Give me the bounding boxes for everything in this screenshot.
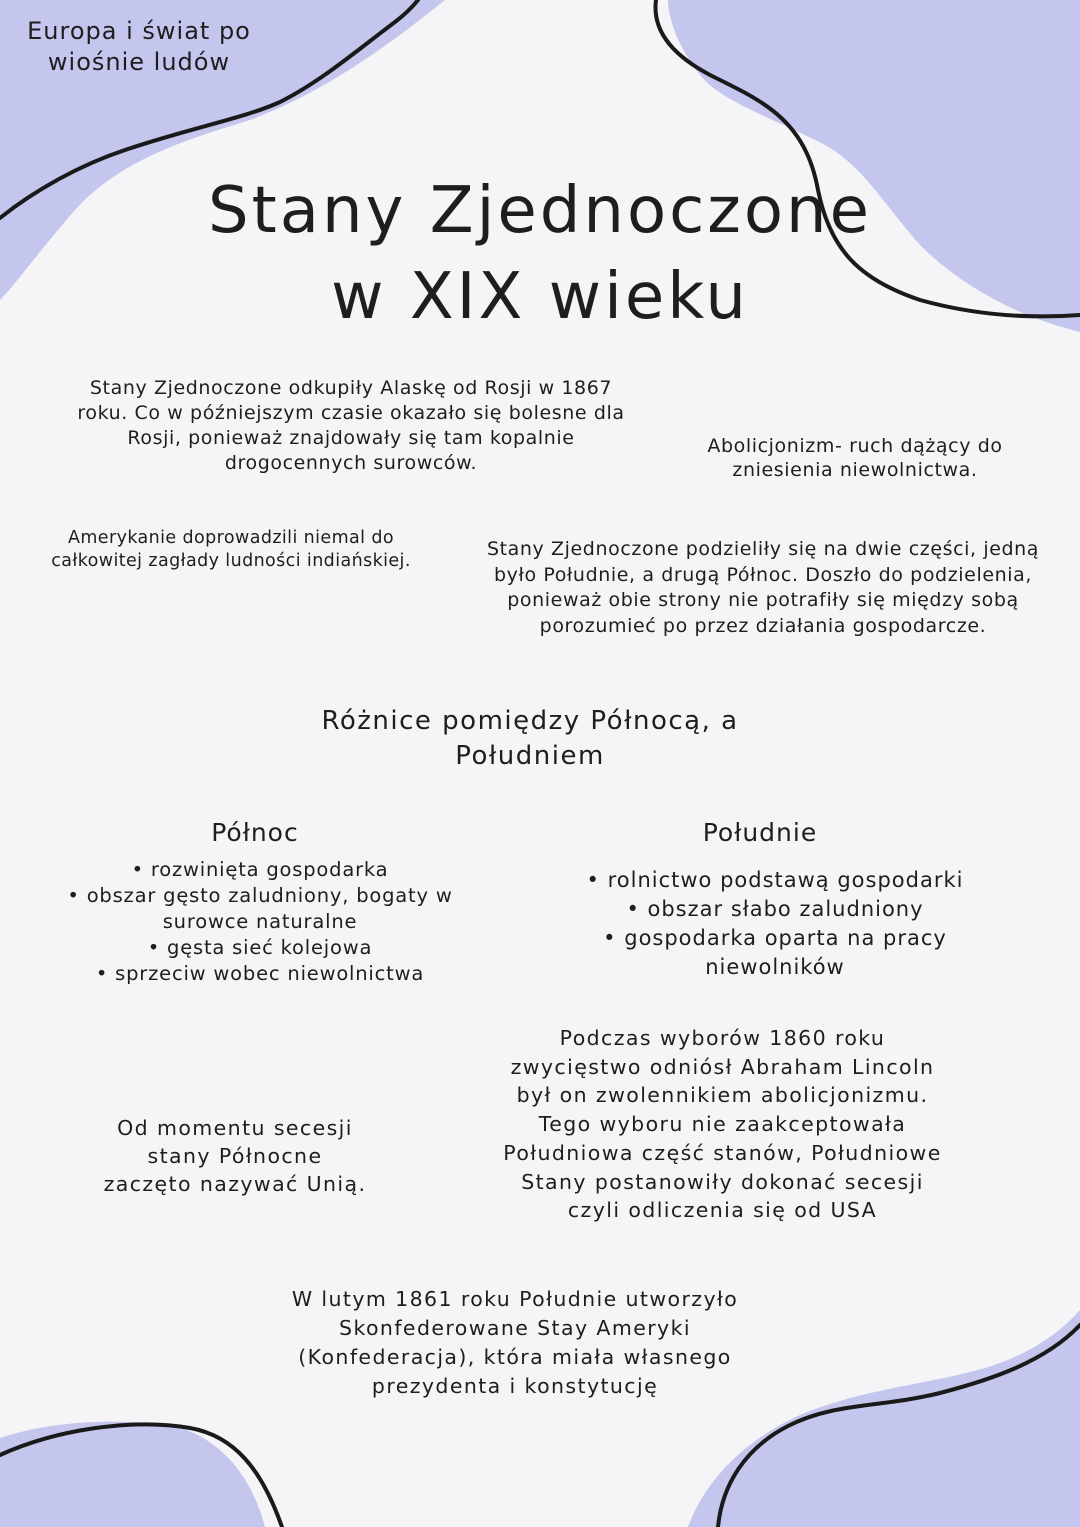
list-item — [20, 961, 500, 987]
note-line: Podczas wyborów 1860 roku — [559, 1026, 886, 1050]
note-line: Amerykanie doprowadzili niemal do — [67, 528, 395, 548]
heading-line: Południem — [455, 741, 605, 771]
list-item-line: niewolników — [705, 955, 845, 979]
heading-line: Różnice pomiędzy Północą, a — [321, 706, 739, 736]
note-line: zaczęto nazywać Unią. — [103, 1172, 367, 1196]
south-traits-list — [530, 866, 1020, 982]
south-column-heading: Południe — [702, 818, 818, 847]
north-traits-list — [20, 857, 500, 987]
list-item-line: • gospodarka oparta na pracy — [603, 926, 947, 950]
list-item — [530, 866, 1020, 895]
course-section-label — [14, 16, 264, 78]
bottom-left-blob — [0, 1422, 265, 1527]
list-item-line: • gęsta sieć kolejowa — [147, 936, 373, 959]
note-line: całkowitej zagłady ludności indiańskiej. — [51, 551, 411, 571]
alaska-purchase-note — [36, 376, 666, 476]
note-line: W lutym 1861 roku Południe utworzyło — [291, 1287, 739, 1311]
note-line: porozumieć po przez działania gospodarcze. — [539, 614, 987, 637]
note-line: czyli odliczenia się od USA — [567, 1198, 878, 1223]
differences-heading — [280, 704, 780, 774]
course-section-label-line: wiośnie ludów — [47, 48, 231, 76]
list-item — [530, 924, 1020, 982]
list-item — [20, 883, 500, 935]
note-line: roku. Co w późniejszym czasie okazało się bolesne dla — [77, 402, 625, 424]
course-section-label-line: Europa i świat po — [27, 17, 251, 45]
list-item-line: • obszar gęsto zaludniony, bogaty w — [67, 884, 453, 907]
lincoln-election-note — [460, 1024, 985, 1225]
note-line: stany Północne — [147, 1144, 323, 1168]
confederacy-formation-note — [240, 1285, 790, 1401]
list-item-line: surowce naturalne — [162, 910, 358, 933]
list-item — [20, 935, 500, 961]
north-column-heading: Północ — [211, 818, 299, 847]
list-item-line: • rolnictwo podstawą gospodarki — [586, 868, 964, 892]
note-line: Tego wyboru nie zaakceptowała — [538, 1112, 907, 1137]
list-item — [20, 857, 500, 883]
note-line: Skonfederowane Stay Ameryki — [339, 1316, 691, 1340]
page-title — [120, 168, 960, 340]
note-line: Abolicjonizm- ruch dążący do — [707, 435, 1003, 457]
note-line: zwycięstwo odniósł Abraham Lincoln — [510, 1054, 935, 1079]
list-item-line: • rozwinięta gospodarka — [131, 858, 389, 881]
page-title-line: w XIX wieku — [331, 260, 749, 334]
note-line: ponieważ obie strony nie potrafiły się między sobą — [507, 589, 1019, 611]
note-line: Stany postanowiły dokonać secesji — [521, 1169, 924, 1194]
note-line: Stany Zjednoczone odkupiły Alaskę od Rosji w 1867 — [89, 377, 613, 399]
note-line: Od momentu secesji — [117, 1116, 353, 1140]
note-line: Rosji, ponieważ znajdowały się tam kopalnie — [127, 427, 575, 449]
page-title-line: Stany Zjednoczone — [208, 174, 872, 248]
note-line: Południowa część stanów, Południowe — [503, 1140, 942, 1165]
list-item — [530, 895, 1020, 924]
note-line: prezydenta i konstytucję — [371, 1374, 659, 1398]
native-population-note — [16, 527, 446, 573]
note-line: drogocennych surowców. — [224, 452, 478, 474]
union-naming-note — [80, 1114, 390, 1198]
list-item-line: • obszar słabo zaludniony — [626, 897, 924, 921]
note-line: (Konfederacja), która miała własnego — [298, 1345, 732, 1369]
list-item-line: • sprzeciw wobec niewolnictwa — [95, 962, 425, 985]
note-line: zniesienia niewolnictwa. — [732, 459, 978, 481]
note-line: było Południe, a drugą Północ. Doszło do podzielenia, — [493, 563, 1033, 586]
note-line: Stany Zjednoczone podzieliły się na dwie części, jedną — [486, 538, 1040, 560]
note-line: był on zwolennikiem abolicjonizmu. — [516, 1083, 929, 1108]
north-south-division-note — [452, 537, 1074, 639]
abolitionism-definition — [690, 434, 1020, 482]
